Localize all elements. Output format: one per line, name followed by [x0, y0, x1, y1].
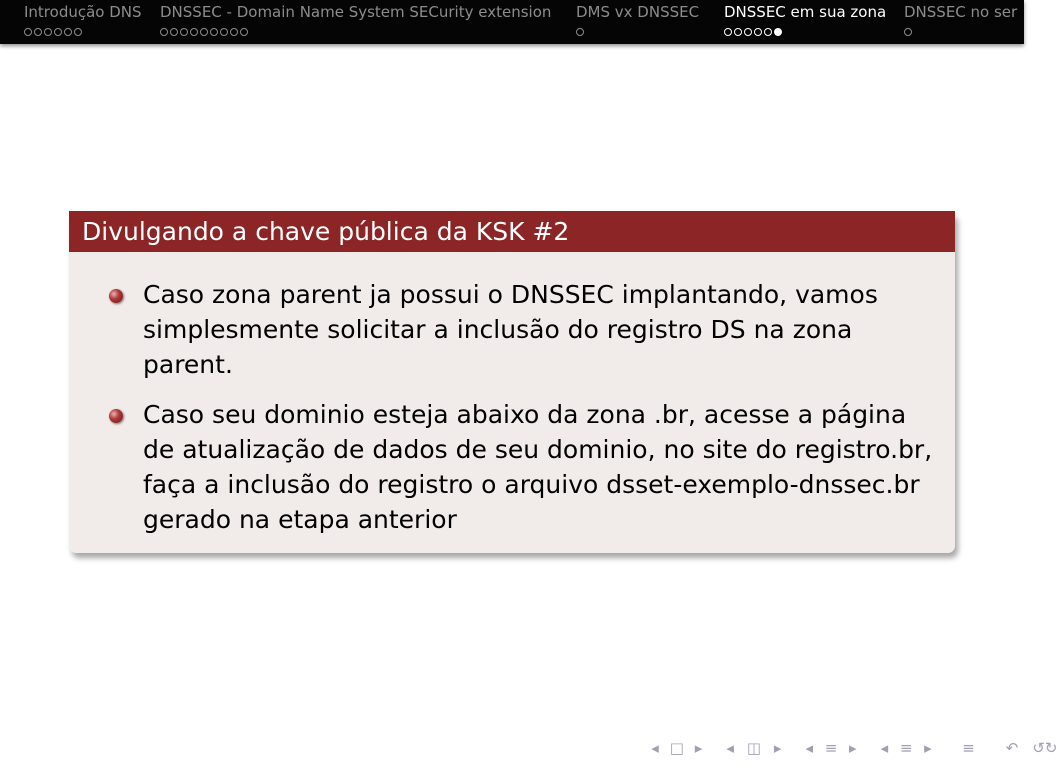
section-icon[interactable]: ≡ — [899, 739, 913, 757]
frame-dot[interactable] — [170, 28, 178, 36]
nav-next-arrow-icon[interactable]: ▸ — [849, 739, 857, 757]
frame-dot[interactable] — [74, 28, 82, 36]
frame-dot[interactable] — [754, 28, 762, 36]
list-item-line: faça a inclusão do registro o arquivo dsset-exemplo-dnssec.br — [143, 470, 920, 499]
nav-section-dnssec-extension[interactable] — [160, 2, 551, 38]
frame-dot[interactable] — [240, 28, 248, 36]
zoom-icon[interactable]: ↺↻ — [1032, 739, 1058, 757]
nav-prev-arrow-icon[interactable]: ◂ — [726, 739, 734, 757]
frame-dot[interactable] — [34, 28, 42, 36]
frame-dot[interactable] — [904, 28, 912, 36]
frame-dot[interactable] — [190, 28, 198, 36]
frame-dot[interactable] — [734, 28, 742, 36]
frame-dot[interactable] — [230, 28, 238, 36]
nav-section-dots — [160, 24, 551, 38]
list-item-line: de atualização de dados de seu dominio, no site do registro.br, — [143, 435, 933, 464]
nav-section-title[interactable]: DNSSEC no ser — [904, 3, 1018, 21]
frame-dot[interactable] — [724, 28, 732, 36]
list-item-line: Caso zona parent ja possui o DNSSEC implantando, vamos — [143, 280, 878, 309]
nav-section-dots — [724, 24, 886, 38]
nav-prev-arrow-icon[interactable]: ◂ — [651, 739, 659, 757]
list-item-line: gerado na etapa anterior — [143, 505, 457, 534]
nav-section-dots — [576, 24, 699, 38]
nav-section-title[interactable]: DMS vx DNSSEC — [576, 3, 700, 21]
nav-section-title[interactable]: DNSSEC em sua zona — [724, 3, 887, 21]
frame-dot[interactable] — [64, 28, 72, 36]
list-item-line: simplesmente solicitar a inclusão do registro DS na zona — [143, 315, 853, 344]
nav-prev-arrow-icon[interactable]: ◂ — [805, 739, 814, 757]
section-navbar — [0, 0, 1024, 44]
current-frame-dot[interactable] — [774, 28, 782, 36]
beamer-navigation-symbols — [648, 738, 1058, 758]
undo-icon[interactable]: ↶ — [1005, 739, 1019, 757]
nav-next-arrow-icon[interactable]: ▸ — [694, 739, 703, 757]
frame-dot[interactable] — [744, 28, 752, 36]
subsection-icon[interactable]: ◫ — [746, 739, 761, 757]
block-title: Divulgando a chave pública da KSK #2 — [82, 217, 570, 246]
nav-section-dnssec-no-ser[interactable] — [904, 2, 1017, 38]
frame-dot[interactable] — [220, 28, 228, 36]
nav-next-arrow-icon[interactable]: ▸ — [924, 739, 932, 757]
frame-dot[interactable] — [44, 28, 52, 36]
list-item — [143, 277, 943, 382]
nav-section-dots — [904, 24, 1017, 38]
frame-dot[interactable] — [200, 28, 208, 36]
frame-dot[interactable] — [210, 28, 218, 36]
align-icon[interactable]: ≡ — [962, 739, 975, 757]
nav-section-introducao-dns[interactable] — [24, 2, 142, 38]
block-title-bar — [69, 211, 955, 252]
frame-dot[interactable] — [576, 28, 584, 36]
list-item-line: parent. — [143, 350, 233, 379]
content-block — [69, 211, 955, 553]
frame-dot[interactable] — [180, 28, 188, 36]
frame-icon[interactable]: □ — [669, 739, 684, 757]
frame-dot[interactable] — [24, 28, 32, 36]
ball-bullet-icon — [109, 289, 123, 303]
nav-section-title[interactable]: DNSSEC - Domain Name System SECurity extension — [160, 3, 552, 21]
list-item — [143, 397, 943, 537]
list-item-line: Caso seu dominio esteja abaixo da zona .br, acesse a página — [143, 400, 907, 429]
nav-next-arrow-icon[interactable]: ▸ — [773, 739, 782, 757]
nav-section-dots — [24, 24, 142, 38]
ball-bullet-icon — [109, 409, 123, 423]
nav-prev-arrow-icon[interactable]: ◂ — [880, 739, 889, 757]
section-icon[interactable]: ≡ — [824, 739, 838, 757]
nav-section-dms-vx-dnssec[interactable] — [576, 2, 699, 38]
nav-section-dnssec-em-sua-zona[interactable] — [724, 2, 886, 38]
frame-dot[interactable] — [764, 28, 772, 36]
frame-dot[interactable] — [54, 28, 62, 36]
frame-dot[interactable] — [160, 28, 168, 36]
nav-section-title[interactable]: Introdução DNS — [24, 3, 142, 21]
